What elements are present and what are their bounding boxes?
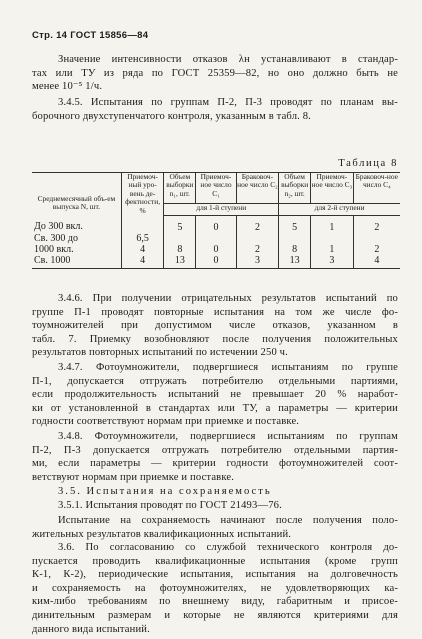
text-line: пускается проводить квалификационные испытания (кроме групп [32,555,398,567]
table-row [32,255,400,269]
text-line: 3.5.1. Испытания проводят по ГОСТ 21493—76. [58,500,282,511]
paragraph-storage [32,514,398,541]
table-cell: Св. 300 до [34,232,78,244]
header-c3: Приемоч-ное число C₃ [311,173,354,204]
table-cell [279,233,311,244]
text-line: менее 10⁻⁵ 1/ч. [32,81,103,93]
header-aql: Приемоч-ный уро-вень де-фектности, % [121,173,164,216]
text-line: Значение интенсивности отказов λн устанавливают в стандар- [58,54,398,65]
paragraph-3-6 [32,541,398,636]
table-row [32,215,400,233]
table-cell: До 300 вкл. [34,221,83,233]
paragraph-3-4-7 [32,361,398,429]
table-cell: 13 [164,255,196,269]
table-cell [353,233,400,244]
text-line: Испытание на сохраняемость начинают после получения поло- [58,515,398,526]
text-line: ми, если параметры — критерии годности фотоумножителей соот- [32,458,398,470]
text-line: 3.4.6. При получении отрицательных результатов испытаний по [58,293,398,304]
text-line: К-1, К-2), периодические испытания, испытания на долговечность [32,569,398,581]
header-n1: Объем выборки n₁, шт. [164,173,196,204]
text-line: П-1, допускается отгружать потребителю отдельными партиями, [32,375,398,387]
text-line: тах или ТУ из ряда по ГОСТ 25359—82, но оно должно быть не [32,67,398,79]
section-heading-3-5 [32,485,398,499]
header-c2: Браковоч-ное число C₂ [236,173,279,204]
table-cell: 1 [311,215,354,233]
header-c1: Приемоч-ное число C₁ [196,173,236,204]
table-cell [236,233,279,244]
text-line: данного вида испытаний. [32,623,150,635]
table-cell: 3 [236,255,279,269]
table-cell: 0 [196,255,236,269]
table-cell: 4 [121,255,164,269]
text-line: 3.6. По согласованию со службой технического контроля до- [58,542,398,553]
table-cell: 4 [353,255,400,269]
text-line: 3.4.5. Испытания по группам П-2, П-3 проводят по планам вы- [58,97,398,108]
header-volume: Среднемесячный объ-ем выпуска N, шт. [32,173,121,216]
table-cell: 0 [196,244,236,255]
table-cell: 8 [164,244,196,255]
table-cell: 1 [311,244,354,255]
paragraph-3-5-1 [32,499,398,513]
table-cell [121,215,164,233]
table-cell: Св. 1000 [32,255,121,269]
text-line: и сохраняемость на фотоумножителях, не удовлетворяющих ка- [32,582,398,594]
sampling-plan-table [32,172,400,269]
text-line: ки от установленной в стандартах или ТУ, а параметры — критерии [32,402,398,414]
text-line: 3.4.7. Фотоумножители, подвергшиеся испытаниям по группе [58,362,398,373]
table-cell: 0 [196,215,236,233]
table-cell: 2 [353,244,400,255]
table-row [32,233,400,244]
paragraph-lambda [32,53,398,94]
table-header-row [32,173,400,204]
text-line: П-2, П-3 допускается отгружать потребителю отдельными партия- [32,444,398,456]
table-cell [311,233,354,244]
text-line: если продолжительность испытаний не превышает 20 % наработ- [32,389,398,401]
stage-1-label: для 1-й ступени [164,204,279,215]
table-cell: 13 [279,255,311,269]
table-cell: 3 [311,255,354,269]
table-cell: 1000 вкл. [34,243,74,255]
table-cell: 2 [236,215,279,233]
table-cell: 5 [164,215,196,233]
text-line: группе П-1 проводят повторные испытания на том же числе фо- [32,306,398,318]
text-line: динительным размерам и которые не являются критериями для [32,609,398,621]
header-n2: Объем выборки n₂, шт. [279,173,311,204]
table-cell: 2 [236,244,279,255]
table-cell: 8 [279,244,311,255]
table-cell: 4 [121,244,164,255]
text-line: жительных результатов квалификационных испытаний. [32,528,292,540]
table-cell [164,233,196,244]
paragraph-3-4-8 [32,430,398,484]
stage-2-label: для 2-й ступени [279,204,400,215]
text-line: годности соответствуют нормам при приемке и поставке. [32,416,300,428]
table-cell: 2 [353,215,400,233]
table-cell: 5 [279,215,311,233]
text-line: ким-либо требованиям по внешнему виду, габаритным и присое- [32,596,398,608]
table-caption: Таблица 8 [338,158,398,169]
paragraph-3-4-6 [32,292,398,360]
text-line: 3.5. Испытания на сохраняемость [58,486,272,497]
text-line: результатов повторных испытаний по истечении 250 ч. [32,347,288,359]
text-line: ветствуют нормам при приемке и поставке. [32,471,235,483]
page-header: Стр. 14 ГОСТ 15856—84 [32,30,149,41]
text-line: 3.4.8. Фотоумножители, подвергшиеся испытаниям по группам [58,431,398,442]
text-line: тоумножителей при допустимом числе отказов, указанном в [32,320,398,332]
header-c4: Браковоч-ное число C₄ [353,173,400,204]
text-line: борочного двухступенчатого контроля, указанным в табл. 8. [32,110,311,122]
table-cell [196,233,236,244]
paragraph-3-4-5 [32,96,398,123]
text-line: табл. 7. Приемку возобновляют после получения положительных [32,333,398,345]
table-row [32,244,400,255]
table-cell: 6,5 [121,233,164,244]
